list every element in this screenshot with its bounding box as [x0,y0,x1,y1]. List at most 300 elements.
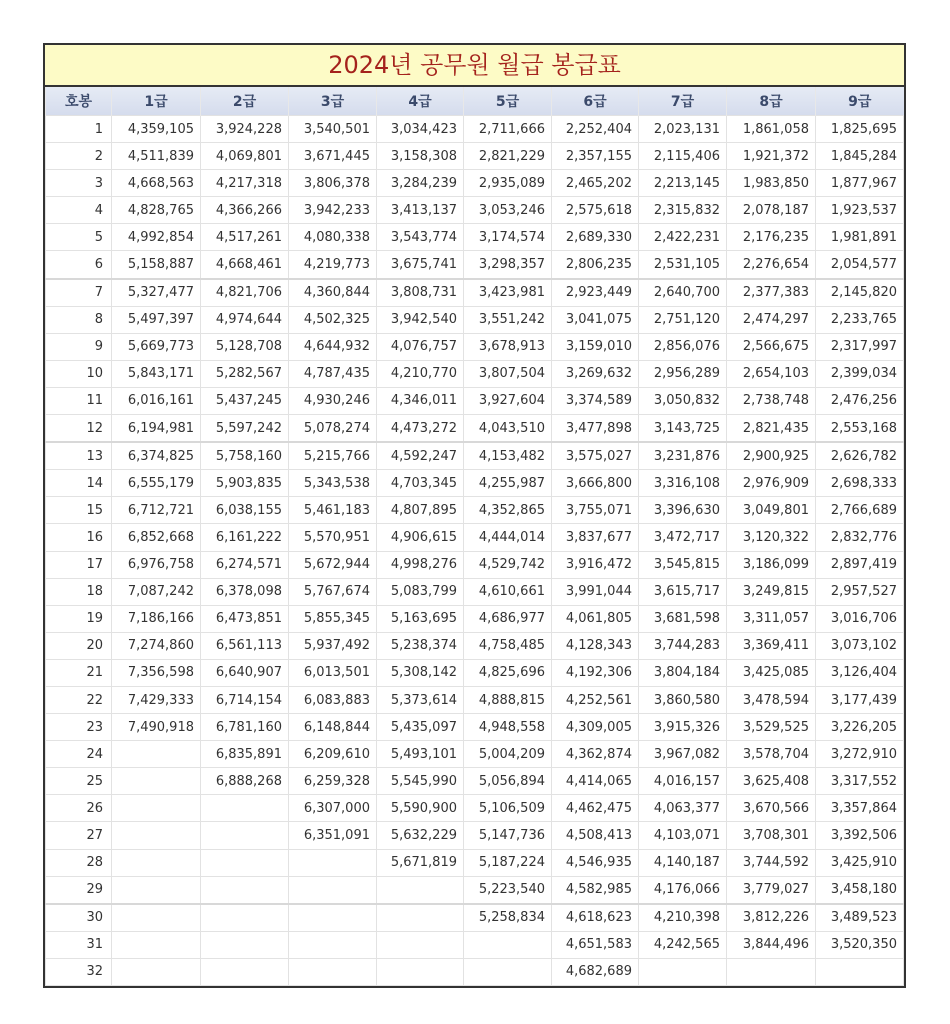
header-grade-2: 2급 [201,87,289,116]
salary-cell: 6,976,758 [112,551,201,578]
salary-cell: 2,923,449 [552,279,639,307]
salary-cell: 7,087,242 [112,578,201,605]
step-cell: 23 [46,714,112,741]
salary-cell: 3,837,677 [552,524,639,551]
salary-cell [201,822,289,849]
salary-cell: 4,346,011 [377,387,464,414]
header-grade-5: 5급 [464,87,552,116]
salary-cell: 6,013,501 [289,659,377,686]
salary-cell: 4,644,932 [289,333,377,360]
salary-cell: 2,315,832 [639,197,727,224]
salary-cell: 2,357,155 [552,143,639,170]
salary-cell: 5,282,567 [201,360,289,387]
salary-cell: 5,570,951 [289,524,377,551]
salary-cell: 2,023,131 [639,116,727,143]
salary-cell [112,741,201,768]
table-row [46,795,904,822]
salary-cell: 3,744,283 [639,632,727,659]
salary-cell: 4,508,413 [552,822,639,849]
step-cell: 8 [46,306,112,333]
salary-cell: 3,529,525 [727,714,816,741]
step-cell: 4 [46,197,112,224]
salary-cell: 5,343,538 [289,470,377,497]
salary-cell: 3,744,592 [727,849,816,876]
salary-cell: 2,317,997 [816,333,904,360]
salary-cell: 6,259,328 [289,768,377,795]
salary-cell: 4,176,066 [639,876,727,904]
salary-cell: 3,049,801 [727,497,816,524]
table-row [46,768,904,795]
salary-cell: 3,666,800 [552,470,639,497]
salary-cell: 4,686,977 [464,605,552,632]
salary-cell: 5,545,990 [377,768,464,795]
salary-cell: 4,080,338 [289,224,377,251]
salary-cell: 3,942,540 [377,306,464,333]
salary-cell: 5,435,097 [377,714,464,741]
salary-cell: 3,425,910 [816,849,904,876]
step-cell: 22 [46,686,112,713]
salary-cell: 2,806,235 [552,251,639,279]
salary-cell [201,931,289,958]
salary-cell: 6,712,721 [112,497,201,524]
salary-cell: 6,714,154 [201,686,289,713]
salary-cell: 2,078,187 [727,197,816,224]
salary-cell: 3,779,027 [727,876,816,904]
header-grade-8: 8급 [727,87,816,116]
salary-cell: 4,502,325 [289,306,377,333]
salary-cell: 4,511,839 [112,143,201,170]
salary-cell: 1,825,695 [816,116,904,143]
salary-cell: 2,531,105 [639,251,727,279]
salary-cell: 3,478,594 [727,686,816,713]
salary-cell: 1,981,891 [816,224,904,251]
salary-cell: 4,192,306 [552,659,639,686]
salary-cell: 4,061,805 [552,605,639,632]
salary-cell: 3,755,071 [552,497,639,524]
salary-cell: 2,976,909 [727,470,816,497]
salary-cell [201,876,289,904]
salary-cell [377,931,464,958]
salary-cell: 3,143,725 [639,415,727,443]
salary-cell: 6,038,155 [201,497,289,524]
table-row [46,116,904,143]
salary-cell: 3,177,439 [816,686,904,713]
salary-cell: 2,575,618 [552,197,639,224]
salary-cell: 2,957,527 [816,578,904,605]
salary-cell: 3,806,378 [289,170,377,197]
salary-cell: 2,252,404 [552,116,639,143]
header-grade-7: 7급 [639,87,727,116]
salary-cell: 4,043,510 [464,415,552,443]
salary-cell [112,904,201,932]
salary-cell [289,849,377,876]
salary-cell: 4,668,461 [201,251,289,279]
step-cell: 28 [46,849,112,876]
salary-cell: 3,807,504 [464,360,552,387]
step-cell: 26 [46,795,112,822]
step-cell: 32 [46,958,112,985]
salary-cell: 4,888,815 [464,686,552,713]
header-grade-1: 1급 [112,87,201,116]
salary-cell: 4,787,435 [289,360,377,387]
salary-cell: 3,927,604 [464,387,552,414]
salary-cell: 4,682,689 [552,958,639,985]
salary-cell [112,795,201,822]
salary-cell: 2,474,297 [727,306,816,333]
salary-cell: 2,476,256 [816,387,904,414]
salary-cell: 2,711,666 [464,116,552,143]
table-row [46,904,904,932]
salary-cell: 3,158,308 [377,143,464,170]
step-cell: 29 [46,876,112,904]
step-cell: 16 [46,524,112,551]
table-row [46,306,904,333]
salary-cell: 3,357,864 [816,795,904,822]
salary-cell: 2,115,406 [639,143,727,170]
salary-cell: 3,942,233 [289,197,377,224]
salary-cell [201,958,289,985]
salary-cell: 4,076,757 [377,333,464,360]
salary-cell: 4,242,565 [639,931,727,958]
table-row [46,931,904,958]
salary-cell: 4,825,696 [464,659,552,686]
salary-cell: 4,582,985 [552,876,639,904]
table-row [46,497,904,524]
salary-cell: 4,362,874 [552,741,639,768]
step-cell: 24 [46,741,112,768]
salary-cell: 6,555,179 [112,470,201,497]
salary-cell: 5,461,183 [289,497,377,524]
salary-cell: 3,808,731 [377,279,464,307]
salary-cell: 3,425,085 [727,659,816,686]
salary-cell: 3,551,242 [464,306,552,333]
header-grade-3: 3급 [289,87,377,116]
salary-cell: 6,194,981 [112,415,201,443]
salary-cell: 3,392,506 [816,822,904,849]
salary-cell: 2,640,700 [639,279,727,307]
salary-cell [464,931,552,958]
step-cell: 30 [46,904,112,932]
salary-cell: 2,465,202 [552,170,639,197]
step-cell: 19 [46,605,112,632]
salary-cell: 6,781,160 [201,714,289,741]
table-row [46,958,904,985]
salary-cell: 3,041,075 [552,306,639,333]
salary-cell: 3,916,472 [552,551,639,578]
salary-cell: 2,377,383 [727,279,816,307]
salary-cell: 3,226,205 [816,714,904,741]
header-step: 호봉 [46,87,112,116]
salary-cell [464,958,552,985]
salary-cell: 1,923,537 [816,197,904,224]
salary-cell: 3,374,589 [552,387,639,414]
salary-cell: 5,308,142 [377,659,464,686]
table-row [46,849,904,876]
salary-cell: 2,422,231 [639,224,727,251]
step-cell: 15 [46,497,112,524]
salary-cell [289,876,377,904]
salary-cell [377,876,464,904]
salary-cell: 3,991,044 [552,578,639,605]
table-row [46,143,904,170]
salary-cell: 6,852,668 [112,524,201,551]
salary-cell: 3,073,102 [816,632,904,659]
table-row [46,224,904,251]
salary-cell: 5,238,374 [377,632,464,659]
salary-cell: 3,844,496 [727,931,816,958]
salary-cell: 3,369,411 [727,632,816,659]
salary-cell: 3,120,322 [727,524,816,551]
salary-cell: 7,429,333 [112,686,201,713]
salary-cell [112,849,201,876]
salary-cell: 4,016,157 [639,768,727,795]
salary-cell: 5,937,492 [289,632,377,659]
salary-table [45,87,904,986]
step-cell: 6 [46,251,112,279]
step-cell: 12 [46,415,112,443]
salary-cell: 4,210,770 [377,360,464,387]
salary-cell: 7,356,598 [112,659,201,686]
table-row [46,387,904,414]
salary-cell: 5,327,477 [112,279,201,307]
salary-cell: 3,050,832 [639,387,727,414]
salary-cell: 1,861,058 [727,116,816,143]
salary-cell: 2,145,820 [816,279,904,307]
salary-cell: 3,472,717 [639,524,727,551]
salary-cell: 3,413,137 [377,197,464,224]
salary-cell: 3,812,226 [727,904,816,932]
step-cell: 18 [46,578,112,605]
salary-cell: 4,807,895 [377,497,464,524]
salary-cell: 3,311,057 [727,605,816,632]
salary-cell: 2,176,235 [727,224,816,251]
salary-cell [639,958,727,985]
salary-cell: 5,632,229 [377,822,464,849]
step-cell: 11 [46,387,112,414]
step-cell: 14 [46,470,112,497]
salary-cell: 5,903,835 [201,470,289,497]
salary-cell: 3,269,632 [552,360,639,387]
salary-cell: 3,543,774 [377,224,464,251]
salary-cell: 4,414,065 [552,768,639,795]
salary-cell: 4,948,558 [464,714,552,741]
step-cell: 9 [46,333,112,360]
salary-cell: 6,274,571 [201,551,289,578]
table-row [46,470,904,497]
table-row [46,442,904,470]
salary-cell: 2,566,675 [727,333,816,360]
salary-cell: 4,217,318 [201,170,289,197]
salary-cell: 3,967,082 [639,741,727,768]
salary-cell: 6,835,891 [201,741,289,768]
salary-cell: 2,832,776 [816,524,904,551]
salary-cell: 3,423,981 [464,279,552,307]
salary-cell: 2,689,330 [552,224,639,251]
salary-cell: 3,298,357 [464,251,552,279]
step-cell: 7 [46,279,112,307]
salary-cell: 3,681,598 [639,605,727,632]
table-row [46,415,904,443]
salary-cell: 4,140,187 [639,849,727,876]
salary-cell: 2,654,103 [727,360,816,387]
salary-cell: 3,396,630 [639,497,727,524]
salary-cell: 2,054,577 [816,251,904,279]
salary-cell: 4,592,247 [377,442,464,470]
salary-cell: 5,493,101 [377,741,464,768]
salary-cell: 5,128,708 [201,333,289,360]
salary-cell: 2,233,765 [816,306,904,333]
table-row [46,578,904,605]
salary-cell: 2,213,145 [639,170,727,197]
salary-cell: 4,473,272 [377,415,464,443]
salary-cell: 4,153,482 [464,442,552,470]
salary-cell: 5,004,209 [464,741,552,768]
salary-cell: 4,219,773 [289,251,377,279]
salary-cell: 2,553,168 [816,415,904,443]
table-row [46,632,904,659]
salary-cell [377,904,464,932]
salary-cell: 7,186,166 [112,605,201,632]
salary-cell: 5,597,242 [201,415,289,443]
salary-cell: 3,231,876 [639,442,727,470]
salary-cell: 3,174,574 [464,224,552,251]
table-row [46,876,904,904]
salary-cell: 3,915,326 [639,714,727,741]
salary-cell: 4,529,742 [464,551,552,578]
salary-cell: 3,675,741 [377,251,464,279]
salary-cell: 4,610,661 [464,578,552,605]
salary-cell: 5,163,695 [377,605,464,632]
salary-cell: 3,545,815 [639,551,727,578]
salary-cell: 3,034,423 [377,116,464,143]
step-cell: 13 [46,442,112,470]
salary-cell: 3,615,717 [639,578,727,605]
salary-cell [289,904,377,932]
step-cell: 17 [46,551,112,578]
salary-cell: 6,640,907 [201,659,289,686]
salary-cell: 6,016,161 [112,387,201,414]
salary-cell: 1,877,967 [816,170,904,197]
salary-cell: 2,821,229 [464,143,552,170]
salary-cell: 4,309,005 [552,714,639,741]
salary-cell: 6,378,098 [201,578,289,605]
salary-cell: 3,477,898 [552,415,639,443]
salary-cell: 6,148,844 [289,714,377,741]
salary-cell: 5,671,819 [377,849,464,876]
salary-cell: 3,670,566 [727,795,816,822]
salary-cell: 2,897,419 [816,551,904,578]
salary-cell: 4,103,071 [639,822,727,849]
step-cell: 1 [46,116,112,143]
salary-cell: 4,758,485 [464,632,552,659]
salary-cell: 3,804,184 [639,659,727,686]
salary-cell: 3,489,523 [816,904,904,932]
salary-cell: 3,053,246 [464,197,552,224]
salary-cell: 4,906,615 [377,524,464,551]
salary-cell: 1,921,372 [727,143,816,170]
salary-cell: 5,497,397 [112,306,201,333]
salary-cell: 5,083,799 [377,578,464,605]
salary-cell: 5,672,944 [289,551,377,578]
salary-cell: 4,668,563 [112,170,201,197]
salary-cell [112,876,201,904]
salary-cell: 2,626,782 [816,442,904,470]
salary-cell: 3,159,010 [552,333,639,360]
step-cell: 31 [46,931,112,958]
header-row [46,87,904,116]
salary-cell: 6,083,883 [289,686,377,713]
salary-cell [112,822,201,849]
salary-cell: 3,317,552 [816,768,904,795]
table-row [46,822,904,849]
salary-cell: 3,249,815 [727,578,816,605]
salary-cell: 4,352,865 [464,497,552,524]
salary-cell: 4,210,398 [639,904,727,932]
salary-cell: 3,575,027 [552,442,639,470]
salary-cell: 6,374,825 [112,442,201,470]
salary-cell [112,958,201,985]
salary-cell: 2,276,654 [727,251,816,279]
salary-cell: 6,473,851 [201,605,289,632]
salary-cell: 4,063,377 [639,795,727,822]
salary-cell: 4,462,475 [552,795,639,822]
step-cell: 10 [46,360,112,387]
salary-cell: 4,618,623 [552,904,639,932]
salary-cell: 3,284,239 [377,170,464,197]
salary-cell [727,958,816,985]
salary-cell [112,768,201,795]
header-grade-4: 4급 [377,87,464,116]
salary-cell: 6,307,000 [289,795,377,822]
table-row [46,251,904,279]
salary-cell: 4,821,706 [201,279,289,307]
salary-cell: 6,888,268 [201,768,289,795]
salary-cell: 4,252,561 [552,686,639,713]
salary-cell: 5,758,160 [201,442,289,470]
salary-cell: 2,766,689 [816,497,904,524]
salary-cell: 4,546,935 [552,849,639,876]
salary-cell [201,904,289,932]
salary-cell: 2,821,435 [727,415,816,443]
salary-cell: 5,215,766 [289,442,377,470]
step-cell: 25 [46,768,112,795]
salary-cell: 5,106,509 [464,795,552,822]
salary-cell: 7,274,860 [112,632,201,659]
salary-cell: 2,935,089 [464,170,552,197]
salary-cell: 2,900,925 [727,442,816,470]
salary-cell: 5,158,887 [112,251,201,279]
salary-cell: 4,703,345 [377,470,464,497]
salary-cell: 4,651,583 [552,931,639,958]
salary-cell: 6,209,610 [289,741,377,768]
salary-cell: 4,998,276 [377,551,464,578]
salary-cell: 3,860,580 [639,686,727,713]
salary-cell: 2,399,034 [816,360,904,387]
salary-cell: 4,828,765 [112,197,201,224]
salary-cell: 4,517,261 [201,224,289,251]
table-row [46,524,904,551]
salary-cell: 2,698,333 [816,470,904,497]
salary-cell [377,958,464,985]
salary-cell: 5,843,171 [112,360,201,387]
table-row [46,659,904,686]
salary-cell: 4,930,246 [289,387,377,414]
salary-cell: 2,738,748 [727,387,816,414]
salary-cell: 5,147,736 [464,822,552,849]
step-cell: 20 [46,632,112,659]
salary-cell: 1,983,850 [727,170,816,197]
step-cell: 2 [46,143,112,170]
